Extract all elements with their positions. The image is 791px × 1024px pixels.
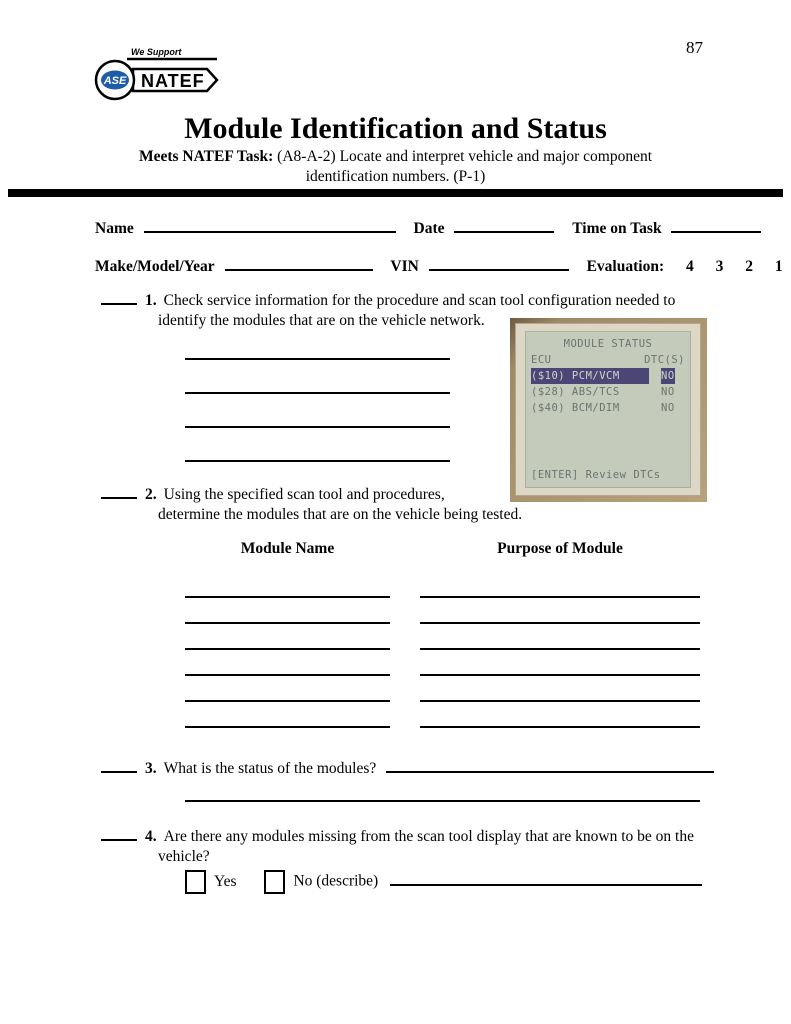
- natef-logo-graphic: [93, 44, 225, 104]
- yes-label: Yes: [214, 873, 237, 890]
- item-3-text: What is the status of the modules?: [163, 760, 377, 777]
- module-name-line[interactable]: [185, 624, 390, 650]
- page-title: Module Identification and Status: [184, 112, 607, 145]
- item-4-number: 4.: [145, 828, 157, 845]
- task-label: Meets NATEF Task:: [138, 148, 274, 165]
- scan-row-ecu: ($10) PCM/VCM: [531, 368, 649, 384]
- item-1-answer-line-1[interactable]: [185, 358, 450, 360]
- item-4-text: Are there any modules missing from the scan tool display that are known to be on the: [163, 828, 694, 845]
- vin-label: VIN: [390, 258, 419, 275]
- item-3-answer-line-2[interactable]: [185, 782, 700, 802]
- table-header-module-name: Module Name: [240, 540, 335, 557]
- scan-row-ecu: ($28) ABS/TCS: [531, 386, 620, 398]
- module-name-line[interactable]: [185, 676, 390, 702]
- evaluation-value-2: 2: [745, 258, 753, 275]
- name-date-row: [95, 218, 761, 238]
- scan-screen-column-headers: [531, 352, 685, 368]
- item-1-answer-line-4[interactable]: [185, 460, 450, 462]
- item-2-grade-line[interactable]: [101, 484, 137, 499]
- name-label: Name: [95, 220, 134, 237]
- item-3-answer-line-1[interactable]: [386, 758, 714, 773]
- scan-row: [531, 384, 685, 400]
- item-3-grade-line[interactable]: [101, 758, 137, 773]
- scan-row: [531, 400, 685, 416]
- module-name-line[interactable]: [185, 702, 390, 728]
- module-purpose-line[interactable]: [420, 650, 700, 676]
- vin-field-line[interactable]: [429, 256, 569, 271]
- natef-task-line-2: identification numbers. (P-1): [305, 168, 486, 185]
- evaluation-value-1: 1: [774, 258, 783, 275]
- item-1-grade-line[interactable]: [101, 290, 137, 305]
- table-row: [185, 676, 700, 702]
- logo-we-support-text: We Support: [131, 47, 182, 57]
- date-field-line[interactable]: [454, 218, 554, 233]
- table-row: [185, 702, 700, 728]
- item-2-text-cont: determine the modules that are on the vehicle being tested.: [158, 506, 523, 523]
- module-purpose-line[interactable]: [420, 572, 700, 598]
- scan-row-dtc: NO: [661, 370, 675, 382]
- module-purpose-line[interactable]: [420, 598, 700, 624]
- page-number: 87: [686, 38, 703, 57]
- time-on-task-label: Time on Task: [572, 220, 662, 237]
- divider-rule: [8, 189, 783, 197]
- item-2: [95, 484, 723, 525]
- scan-row-ecu: ($40) BCM/DIM: [531, 402, 620, 414]
- natef-logo-text: NATEF: [141, 71, 205, 91]
- yes-checkbox[interactable]: [185, 870, 206, 894]
- evaluation-label: Evaluation:: [586, 258, 665, 275]
- no-checkbox[interactable]: [264, 870, 285, 894]
- item-4-text-cont: vehicle?: [158, 848, 210, 865]
- scan-row-selected: [531, 368, 685, 384]
- item-1-number: 1.: [145, 292, 157, 309]
- module-name-line[interactable]: [185, 598, 390, 624]
- evaluation-value-3: 3: [715, 258, 724, 275]
- make-model-year-label: Make/Model/Year: [95, 258, 215, 275]
- scan-screen-footer: [ENTER] Review DTCs: [531, 469, 661, 481]
- yes-no-row: [185, 870, 702, 894]
- task-text: (A8-A-2) Locate and interpret vehicle and major component: [277, 148, 653, 165]
- item-2-text: Using the specified scan tool and procedures,: [163, 486, 445, 503]
- evaluation-value-4: 4: [685, 258, 694, 275]
- item-3-number: 3.: [145, 760, 157, 777]
- module-purpose-line[interactable]: [420, 702, 700, 728]
- item-4: [95, 826, 723, 867]
- item-3: [95, 758, 723, 779]
- item-1-text: Check service information for the procedure and scan tool configuration needed to: [163, 292, 676, 309]
- scan-tool-photo: [510, 318, 707, 502]
- time-on-task-field-line[interactable]: [671, 218, 761, 233]
- scan-row-dtc: NO: [661, 402, 675, 414]
- item-4-grade-line[interactable]: [101, 826, 137, 841]
- natef-task-line: [0, 148, 791, 166]
- module-name-line[interactable]: [185, 650, 390, 676]
- make-vin-row: [95, 256, 783, 276]
- item-4-describe-line[interactable]: [390, 871, 702, 886]
- module-table: [185, 572, 700, 728]
- module-purpose-line[interactable]: [420, 676, 700, 702]
- make-model-year-field-line[interactable]: [225, 256, 373, 271]
- item-1-answer-line-3[interactable]: [185, 426, 450, 428]
- natef-logo: [93, 44, 225, 104]
- ase-logo-text: ASE: [103, 75, 127, 87]
- name-field-line[interactable]: [144, 218, 396, 233]
- scan-tool-bezel: [515, 323, 701, 496]
- table-row: [185, 650, 700, 676]
- module-purpose-line[interactable]: [420, 624, 700, 650]
- item-1-text-cont: identify the modules that are on the vehicle network.: [158, 312, 485, 329]
- scan-ecu-header: ECU: [531, 354, 552, 366]
- table-row: [185, 572, 700, 598]
- scan-screen-title: MODULE STATUS: [563, 338, 653, 350]
- item-2-number: 2.: [145, 486, 157, 503]
- no-label: No (describe): [293, 872, 379, 890]
- table-row: [185, 598, 700, 624]
- module-name-line[interactable]: [185, 572, 390, 598]
- table-row: [185, 624, 700, 650]
- scan-dtc-header: DTC(S): [644, 354, 685, 366]
- scan-tool-screen: [525, 331, 691, 488]
- date-label: Date: [413, 220, 445, 237]
- item-1-answer-line-2[interactable]: [185, 392, 450, 394]
- scan-row-dtc: NO: [661, 386, 675, 398]
- table-header-purpose: Purpose of Module: [497, 540, 623, 557]
